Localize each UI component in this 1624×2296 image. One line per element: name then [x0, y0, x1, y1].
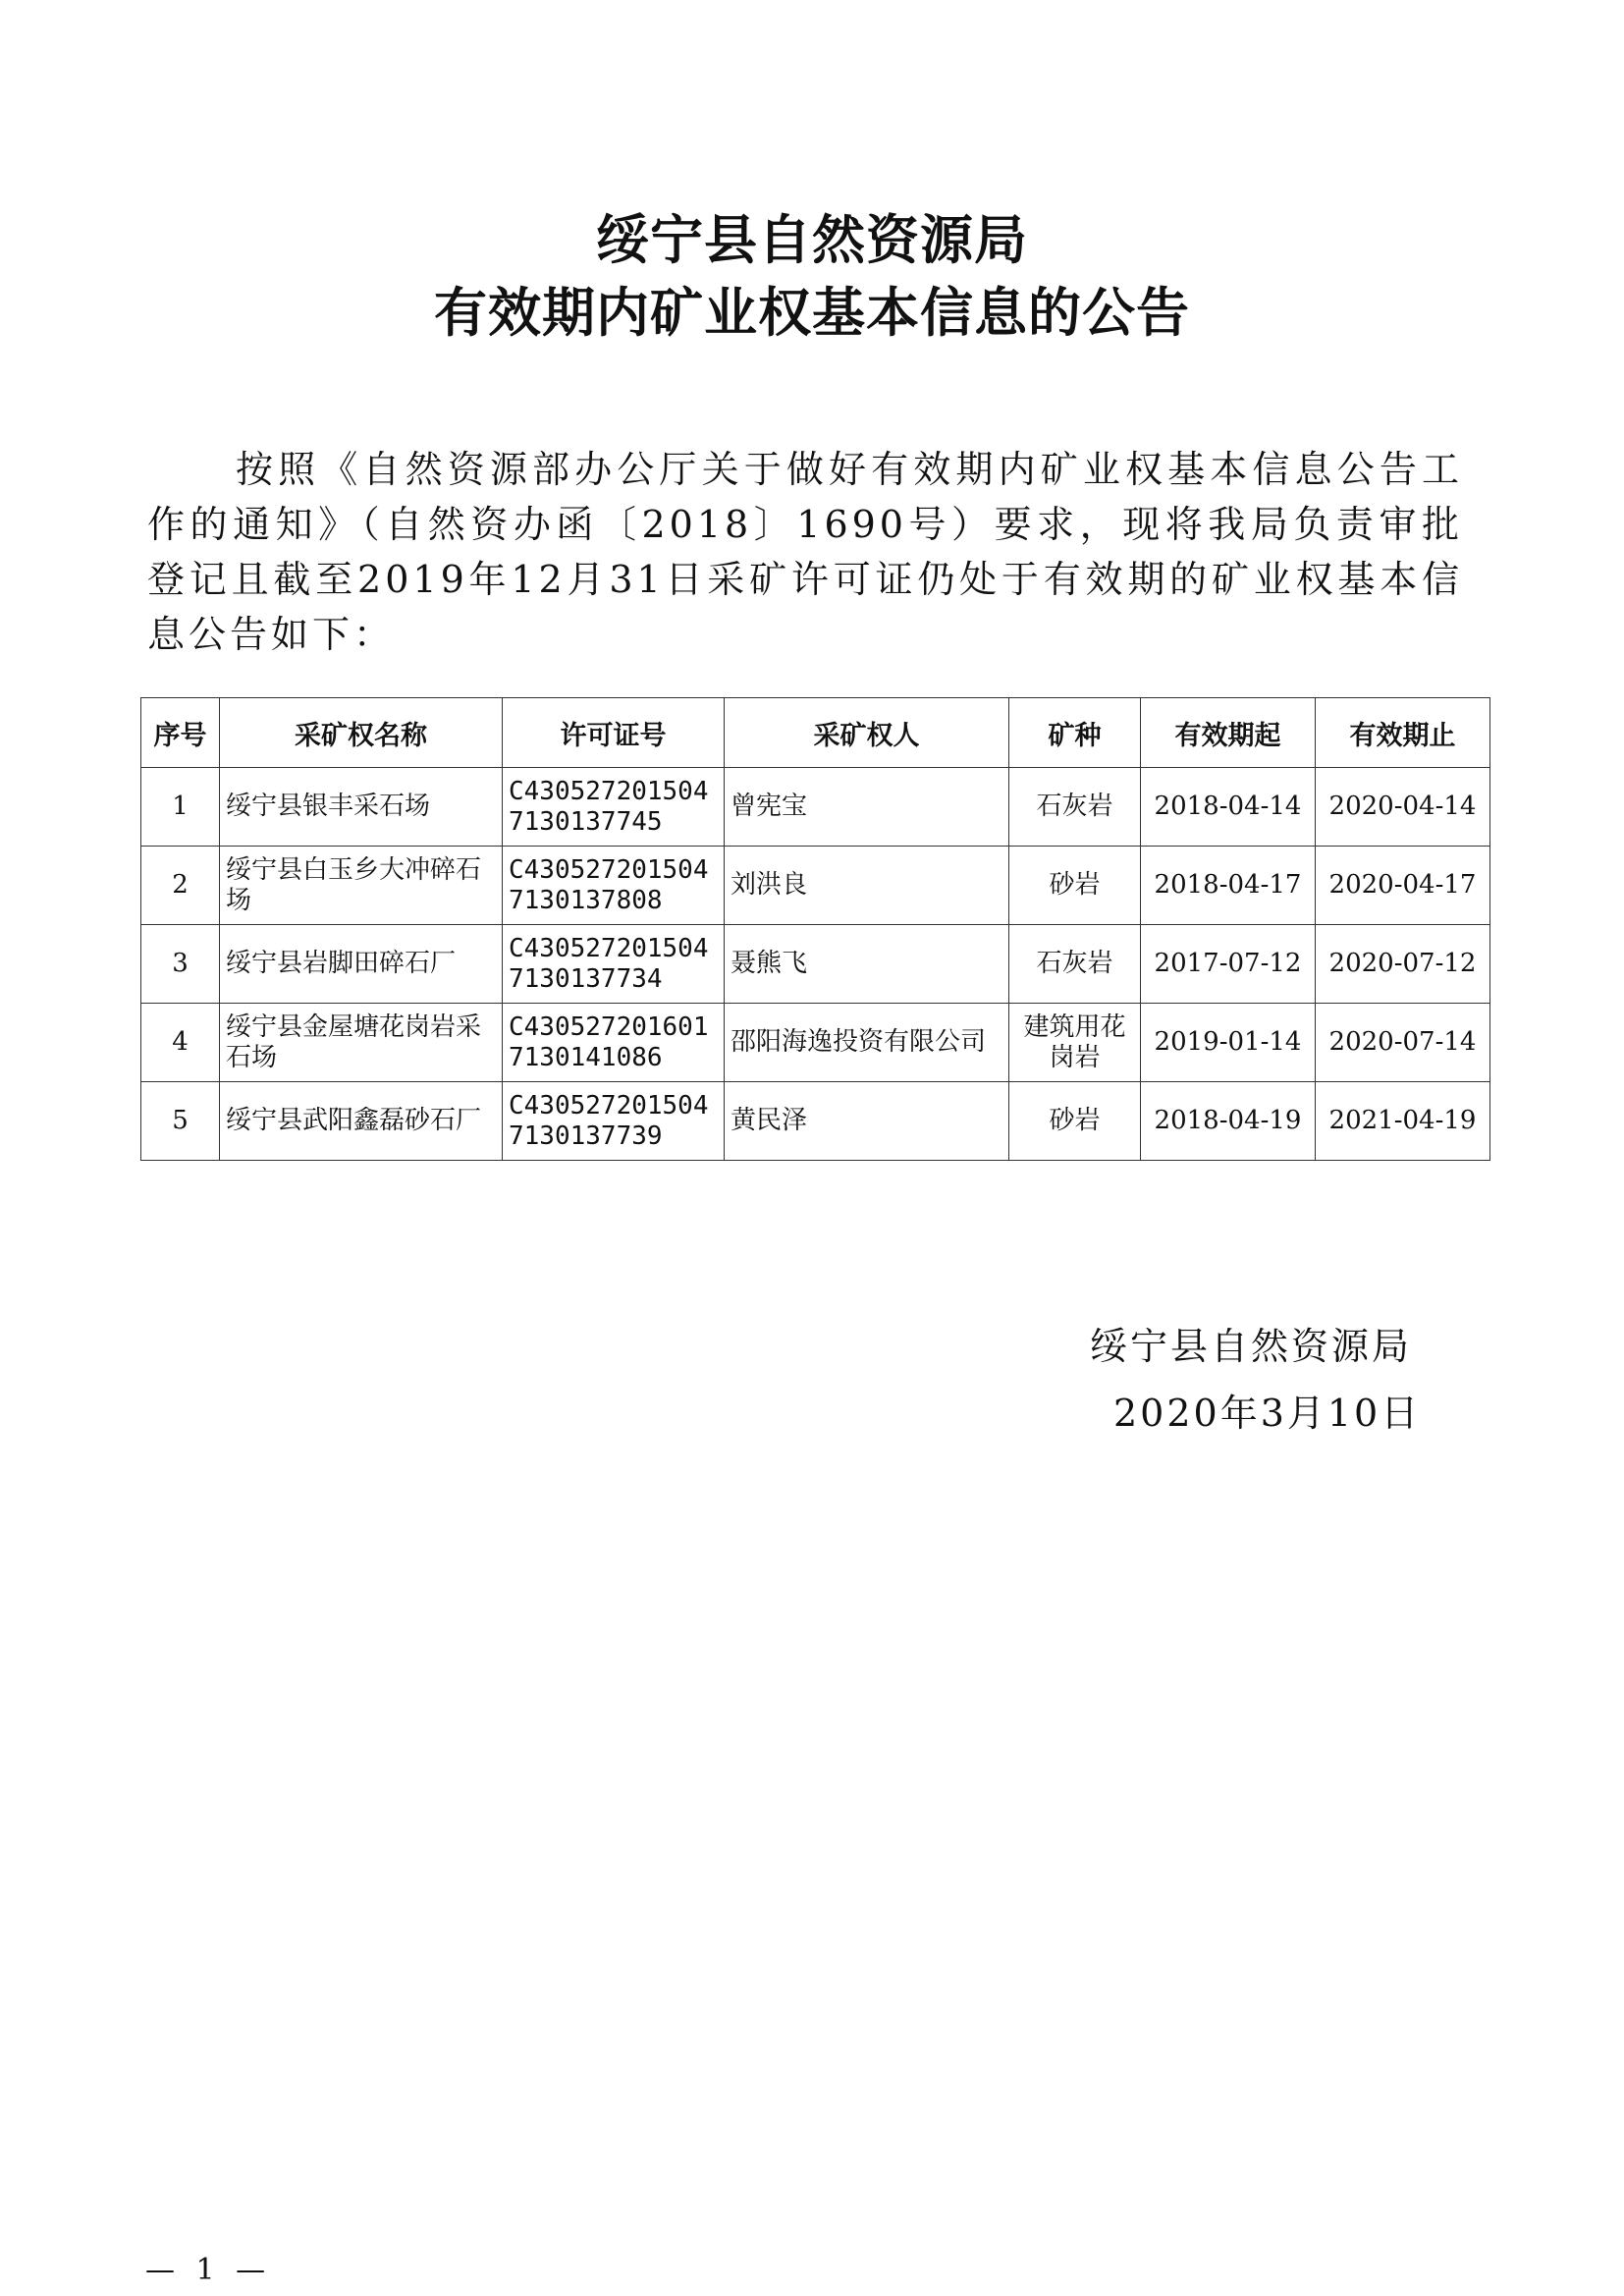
cell-valid-from: 2018-04-19 — [1141, 1082, 1316, 1161]
signature-date: 2020年3月10日 — [1113, 1392, 1422, 1435]
cell-mineral: 石灰岩 — [1009, 925, 1141, 1004]
cell-license-no: C4305272015047130137734 — [503, 925, 725, 1004]
cell-valid-to: 2020-07-14 — [1316, 1004, 1490, 1082]
cell-mine-name: 绥宁县白玉乡大冲碎石场 — [220, 847, 503, 925]
cell-mineral: 砂岩 — [1009, 1082, 1141, 1161]
cell-valid-to: 2020-07-12 — [1316, 925, 1490, 1004]
header-cell: 采矿权人 — [725, 698, 1009, 768]
cell-mineral: 砂岩 — [1009, 847, 1141, 925]
cell-valid-to: 2020-04-17 — [1316, 847, 1490, 925]
header-cell: 许可证号 — [503, 698, 725, 768]
cell-license-no: C4305272015047130137739 — [503, 1082, 725, 1161]
cell-valid-from: 2018-04-17 — [1141, 847, 1316, 925]
header-cell: 矿种 — [1009, 698, 1141, 768]
header-cell: 序号 — [141, 698, 220, 768]
cell-owner: 邵阳海逸投资有限公司 — [725, 1004, 1009, 1082]
cell-mine-name: 绥宁县银丰采石场 — [220, 768, 503, 847]
table-row — [141, 768, 1490, 847]
table-row — [141, 1082, 1490, 1161]
cell-owner: 曾宪宝 — [725, 768, 1009, 847]
cell-license-no: C4305272015047130137808 — [503, 847, 725, 925]
intro-paragraph: 按照《自然资源部办公厅关于做好有效期内矿业权基本信息公告工作的通知》（自然资办函〔2018〕1690号）要求，现将我局负责审批登记且截至2019年12月31日采矿许可证仍处于有效期的矿业权基本信息公告如下： — [147, 448, 1463, 656]
table-row — [141, 847, 1490, 925]
mining-rights-table — [140, 697, 1490, 1161]
cell-owner: 刘洪良 — [725, 847, 1009, 925]
header-cell: 有效期止 — [1316, 698, 1490, 768]
cell-owner: 聂熊飞 — [725, 925, 1009, 1004]
cell-valid-to: 2021-04-19 — [1316, 1082, 1490, 1161]
cell-valid-from: 2018-04-14 — [1141, 768, 1316, 847]
cell-valid-from: 2017-07-12 — [1141, 925, 1316, 1004]
cell-mine-name: 绥宁县金屋塘花岗岩采石场 — [220, 1004, 503, 1082]
cell-valid-from: 2019-01-14 — [1141, 1004, 1316, 1082]
table-header-row — [141, 698, 1490, 768]
cell-owner: 黄民泽 — [725, 1082, 1009, 1161]
document-title-line1: 绥宁县自然资源局 — [596, 209, 1028, 271]
cell-index: 4 — [141, 1004, 220, 1082]
table-row — [141, 1004, 1490, 1082]
cell-valid-to: 2020-04-14 — [1316, 768, 1490, 847]
cell-index: 1 — [141, 768, 220, 847]
cell-license-no: C4305272016017130141086 — [503, 1004, 725, 1082]
cell-index: 2 — [141, 847, 220, 925]
document-title-line2: 有效期内矿业权基本信息的公告 — [434, 282, 1190, 344]
cell-mineral: 石灰岩 — [1009, 768, 1141, 847]
page-number: — 1 — — [145, 2253, 272, 2287]
header-cell: 有效期起 — [1141, 698, 1316, 768]
cell-index: 3 — [141, 925, 220, 1004]
cell-mine-name: 绥宁县岩脚田碎石厂 — [220, 925, 503, 1004]
signature-organization: 绥宁县自然资源局 — [1090, 1325, 1413, 1368]
cell-mineral: 建筑用花岗岩 — [1009, 1004, 1141, 1082]
cell-license-no: C4305272015047130137745 — [503, 768, 725, 847]
table-row — [141, 925, 1490, 1004]
cell-mine-name: 绥宁县武阳鑫磊砂石厂 — [220, 1082, 503, 1161]
header-cell: 采矿权名称 — [220, 698, 503, 768]
cell-index: 5 — [141, 1082, 220, 1161]
